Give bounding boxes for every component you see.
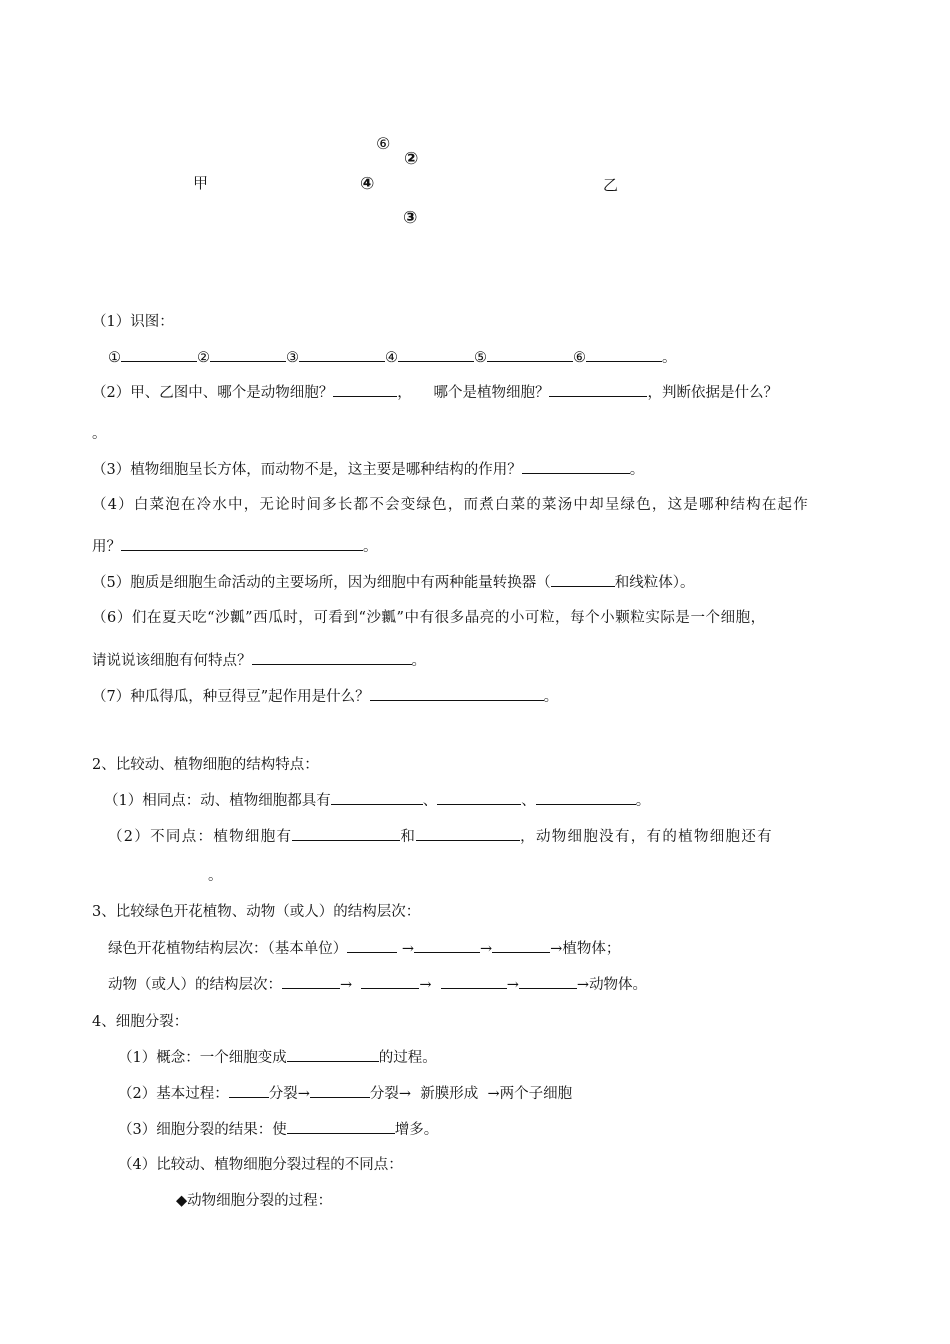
q1-part3-text: （3）植物细胞呈长方体，而动物不是，这主要是哪种结构的作用？: [92, 462, 522, 478]
end-mark: 。: [629, 462, 645, 478]
arrow: →: [398, 1086, 412, 1102]
q1-part5: [92, 572, 694, 593]
q4-concept: [118, 1047, 437, 1068]
q1-part2-text-a: （2）甲、乙图中、哪个是动物细胞？: [92, 385, 334, 401]
answer-blank-plant-level-1[interactable]: [347, 938, 397, 953]
q4-title: 4、细胞分裂：: [92, 1014, 189, 1030]
figure-marker-3: ③: [403, 208, 418, 228]
arrow: →: [401, 941, 415, 957]
blank-label-4: ④: [385, 350, 398, 366]
blank-label-3: ③: [286, 350, 299, 366]
q1-part1-title: （1）识图：: [92, 314, 174, 330]
arrow: →: [419, 977, 432, 993]
division-word: 分裂: [369, 1086, 399, 1102]
blank-label-1: ①: [108, 350, 121, 366]
arrow: →: [576, 977, 590, 993]
q1-part2: [92, 382, 778, 403]
q1-part4-line2: [92, 536, 378, 557]
answer-blank-4[interactable]: [398, 347, 474, 362]
figure-label-jia: 甲: [193, 174, 209, 192]
q3-animal-end: 动物体。: [589, 977, 648, 993]
q1-part2-text-c: ，判断依据是什么？: [647, 385, 778, 401]
end-mark: 。: [543, 689, 559, 705]
arrow: →: [550, 941, 563, 957]
answer-blank-1[interactable]: [121, 347, 197, 362]
q1-part4-line1: （4）白菜泡在冷水中，无论时间多长都不会变绿色，而煮白菜的菜汤中却呈绿色，这是哪种结构在起作: [92, 497, 809, 513]
arrow: →: [487, 1086, 500, 1102]
figure-marker-4: ④: [360, 174, 375, 194]
answer-blank-diff-1[interactable]: [292, 826, 400, 841]
q4-process: [118, 1083, 572, 1104]
q1-part2-text-b: ， 哪个是植物细胞？: [397, 385, 550, 401]
separator: 、: [422, 793, 438, 809]
q1-part2-continuation: 。: [92, 426, 107, 442]
answer-blank-concept[interactable]: [287, 1047, 379, 1062]
q3-plant-text: 绿色开花植物结构层次：（基本单位）: [108, 941, 348, 957]
end-mark: 。: [635, 793, 651, 809]
answer-blank-common-3[interactable]: [536, 790, 636, 805]
answer-blank-plant-level-3[interactable]: [492, 938, 550, 953]
q4-result-text-b: 增多。: [394, 1122, 439, 1138]
figure-marker-2: ②: [404, 149, 419, 169]
answer-blank-plant[interactable]: [549, 382, 647, 397]
q3-animal-text: 动物（或人）的结构层次：: [108, 977, 282, 993]
answer-blank-process-1[interactable]: [229, 1083, 269, 1098]
two-daughter-cells: 两个子细胞: [499, 1086, 573, 1102]
q1-part6-text-b: 请说说该细胞有何特点？: [92, 653, 252, 669]
q2-title: 2、比较动、植物细胞的结构特点：: [92, 757, 319, 773]
answer-blank-process-2[interactable]: [310, 1083, 370, 1098]
answer-blank-cell-feature[interactable]: [252, 650, 412, 665]
answer-blank-animal-level-2[interactable]: [361, 974, 419, 989]
q3-title: 3、比较绿色开花植物、动物（或人）的结构层次：: [92, 904, 421, 920]
answer-blank-plant-level-2[interactable]: [414, 938, 480, 953]
q1-part6-line2: [92, 650, 426, 671]
q1-part5-text-a: （5）胞质是细胞生命活动的主要场所，因为细胞中有两种能量转换器（: [92, 575, 551, 591]
figure-label-yi: 乙: [603, 176, 619, 194]
q2-differences: [108, 826, 773, 847]
blank-label-6: ⑥: [573, 350, 586, 366]
figure-marker-6: ⑥: [376, 134, 391, 153]
q1-part3: [92, 459, 644, 480]
arrow: →: [340, 977, 353, 993]
q1-part5-text-b: 和线粒体）。: [614, 575, 695, 591]
division-word: 分裂: [268, 1086, 298, 1102]
answer-blank-membrane[interactable]: [121, 536, 363, 551]
q2-differences-text-a: （2）不同点：植物细胞有: [108, 829, 293, 845]
q2-differences-text-b: 和: [400, 829, 417, 845]
answer-blank-common-2[interactable]: [437, 790, 521, 805]
answer-blank-common-1[interactable]: [331, 790, 423, 805]
q4-result: [118, 1119, 438, 1140]
blank-label-5: ⑤: [474, 350, 487, 366]
arrow: →: [506, 977, 519, 993]
answer-blank-nucleus[interactable]: [370, 686, 544, 701]
q3-plant-levels: [108, 938, 620, 959]
arrow: →: [297, 1086, 310, 1102]
answer-blank-result[interactable]: [287, 1119, 395, 1134]
answer-blank-structure-shape[interactable]: [522, 459, 630, 474]
end-mark: 。: [662, 350, 677, 366]
q4-concept-text-b: 的过程。: [378, 1050, 437, 1066]
separator: 、: [521, 793, 536, 809]
q3-animal-levels: [108, 974, 647, 995]
answer-blank-animal[interactable]: [333, 382, 397, 397]
answer-blank-2[interactable]: [210, 347, 286, 362]
q2-similarities: [104, 790, 650, 811]
answer-blank-animal-level-1[interactable]: [282, 974, 340, 989]
answer-blank-animal-level-4[interactable]: [519, 974, 577, 989]
answer-blank-animal-level-3[interactable]: [441, 974, 507, 989]
answer-blank-5[interactable]: [487, 347, 573, 362]
q4-animal-division: ◆动物细胞分裂的过程：: [176, 1193, 333, 1209]
answer-blank-diff-2[interactable]: [416, 826, 520, 841]
q1-part7-text: （7）种瓜得瓜，种豆得豆”起作用是什么？: [92, 689, 370, 705]
q2-differences-text-c: ，动物细胞没有，有的植物细胞还有: [520, 829, 773, 845]
q4-process-text: （2）基本过程：: [118, 1086, 229, 1102]
q1-part7: [92, 686, 558, 707]
new-membrane-step: 新膜形成: [420, 1086, 479, 1102]
answer-blank-6[interactable]: [586, 347, 662, 362]
end-mark: 。: [411, 653, 426, 669]
arrow: →: [480, 941, 493, 957]
q4-concept-text-a: （1）概念：一个细胞变成: [118, 1050, 287, 1066]
q3-plant-end: 植物体；: [562, 941, 621, 957]
q1-part1-blanks: [108, 347, 677, 368]
q4-result-text-a: （3）细胞分裂的结果：使: [118, 1122, 287, 1138]
end-mark: 。: [363, 539, 378, 555]
q2-differences-end: 。: [208, 868, 223, 884]
q1-part6-line1: （6）们在夏天吃“沙瓤”西瓜时，可看到“沙瓤”中有很多晶亮的小可粒，每个小颗粒实际是一个细胞，: [92, 610, 766, 626]
q1-part4-text-b: 用？: [92, 539, 121, 555]
answer-blank-3[interactable]: [299, 347, 385, 362]
blank-label-2: ②: [197, 350, 210, 366]
q2-similarities-text: （1）相同点：动、植物细胞都具有: [104, 793, 331, 809]
q4-compare: （4）比较动、植物细胞分裂过程的不同点：: [118, 1157, 403, 1173]
answer-blank-energy-converter[interactable]: [551, 572, 615, 587]
